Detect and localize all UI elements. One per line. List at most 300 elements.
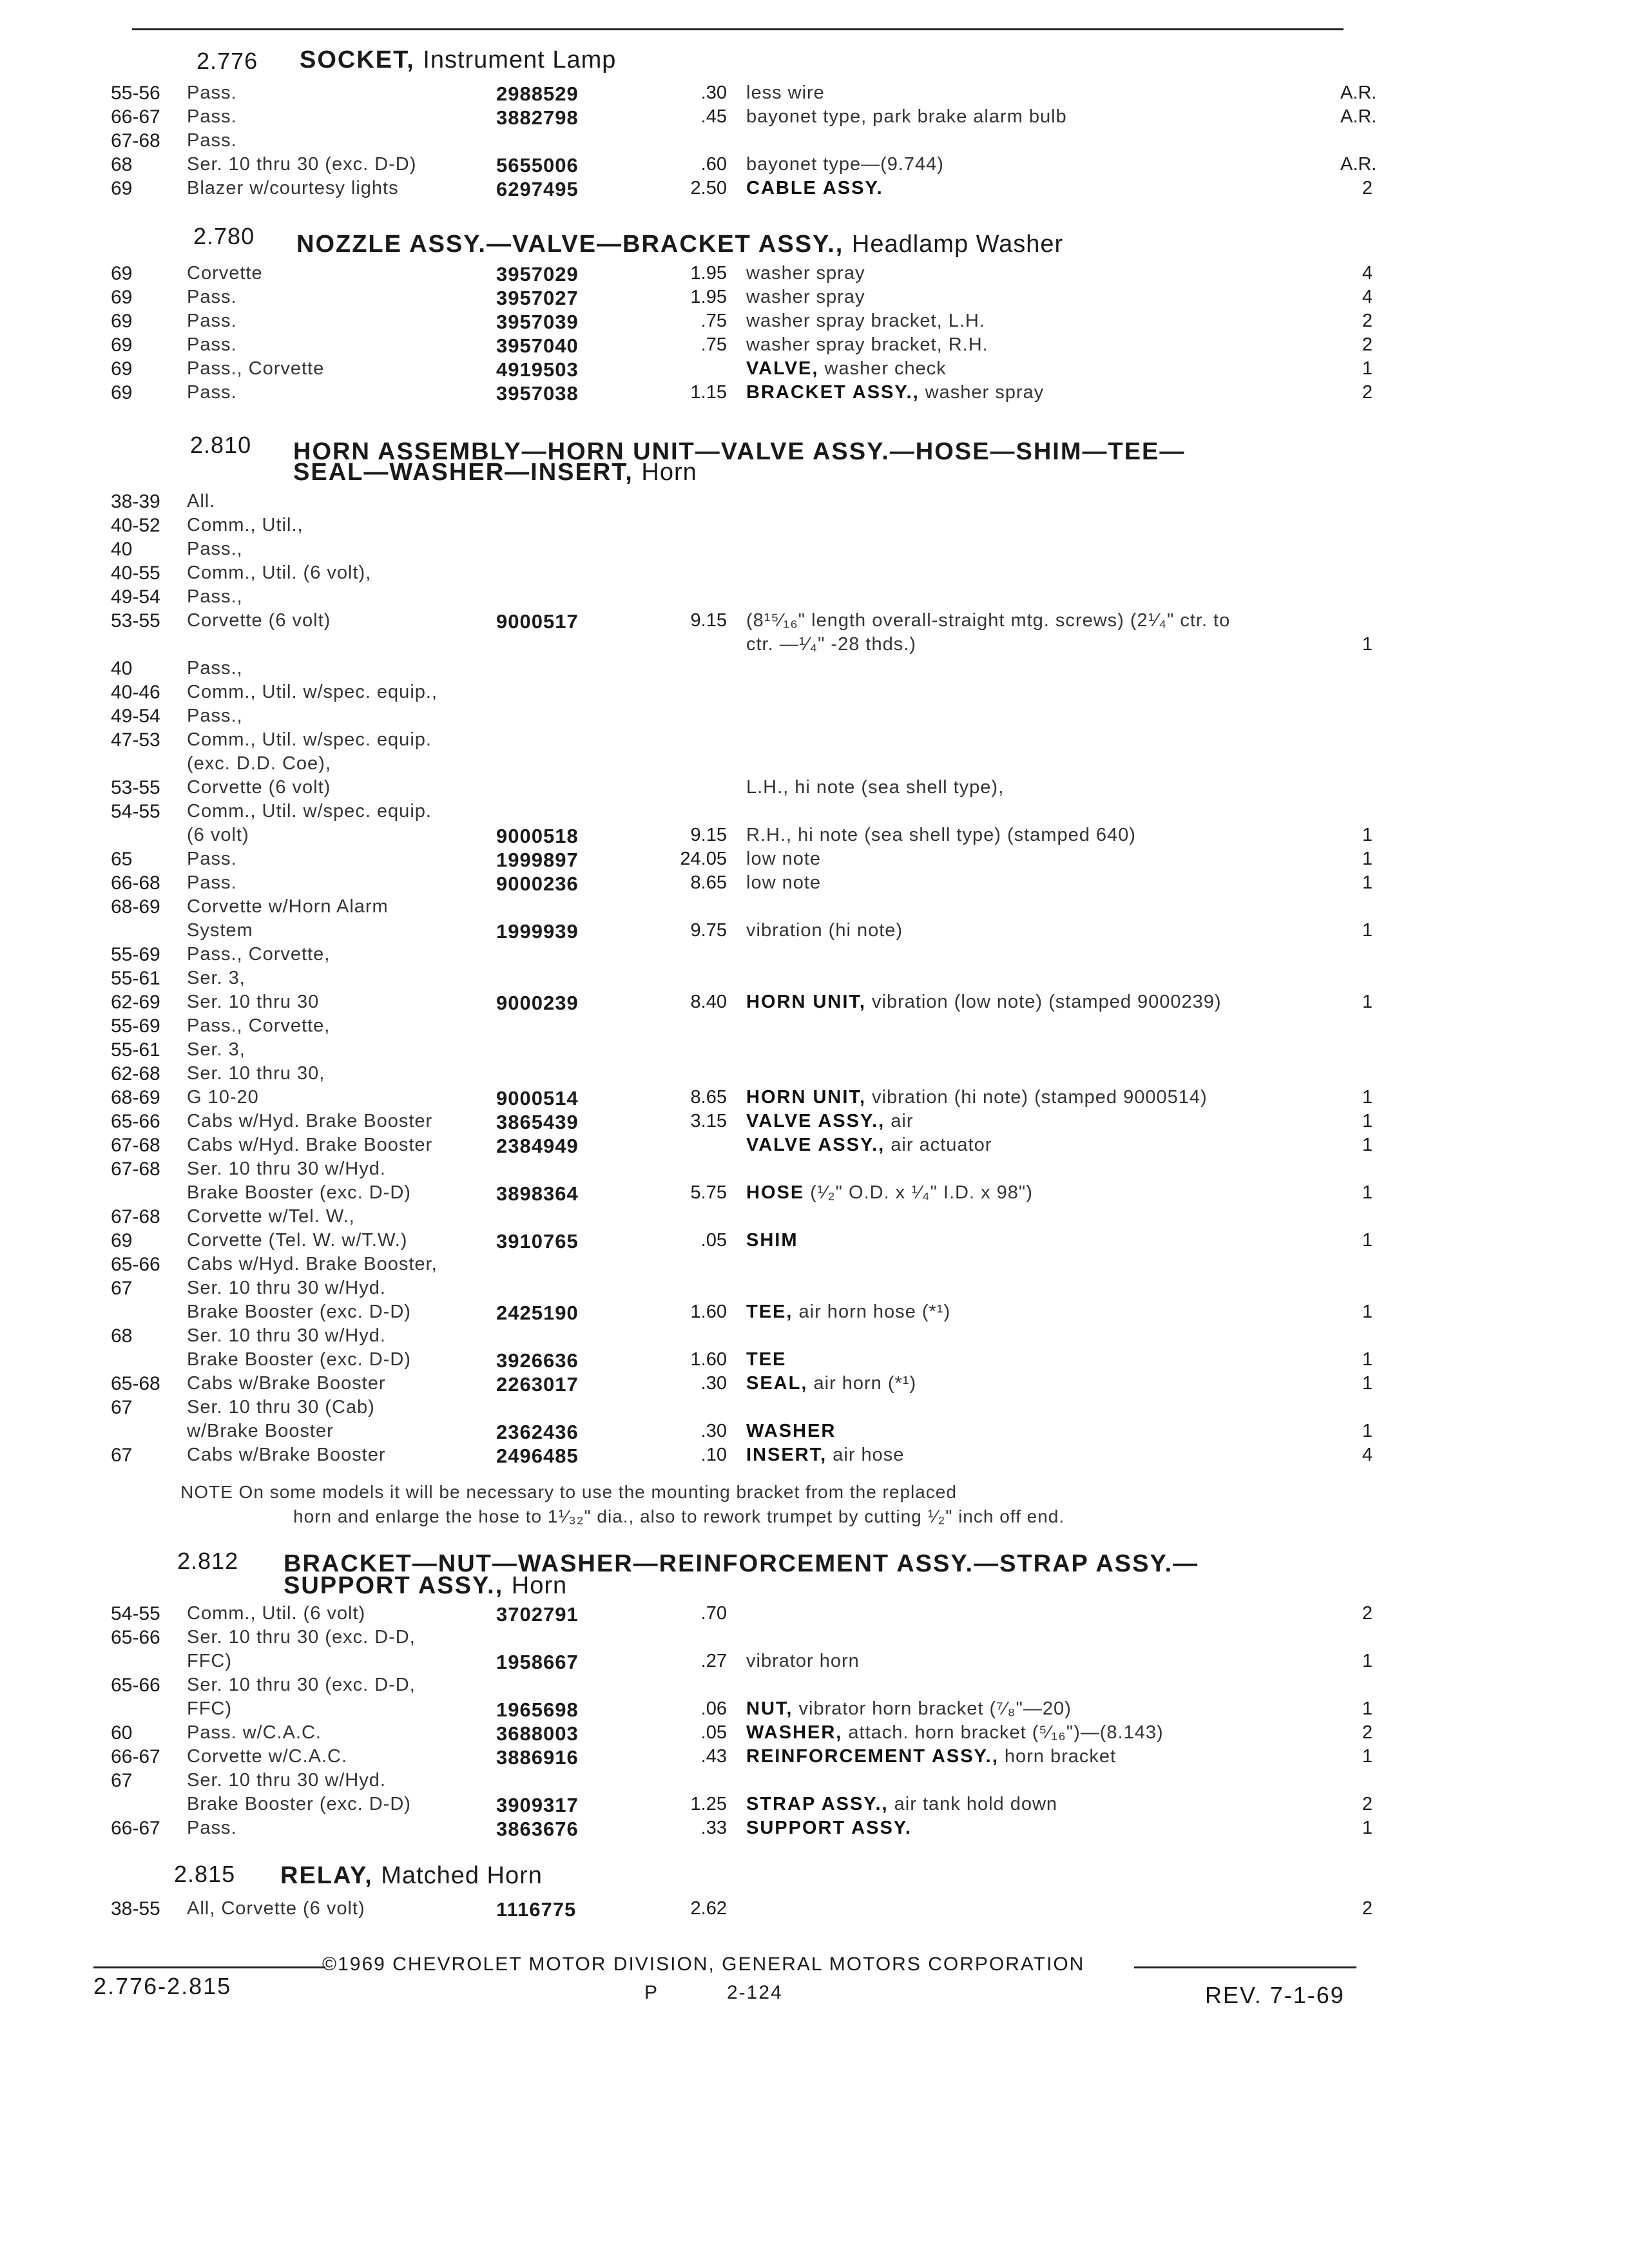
part-number-cell: 2263017 [496,1373,579,1396]
application-cell: Brake Booster (exc. D-D) [187,1302,411,1322]
quantity-cell: 1 [1362,1111,1373,1131]
price-cell: .75 [700,311,727,331]
table-row [0,1302,1629,1326]
description-cell: REINFORCEMENT ASSY., horn bracket [746,1746,1117,1767]
quantity-cell: 4 [1362,287,1373,307]
years-cell: 66-67 [111,1746,160,1767]
application-cell: Brake Booster (exc. D-D) [187,1182,411,1203]
years-cell: 68 [111,154,133,175]
years-cell: 55-61 [111,968,160,989]
price-cell: .06 [700,1698,727,1719]
application-cell: Pass., Corvette, [187,944,331,965]
table-row [0,154,1629,178]
years-cell: 49-54 [111,586,160,608]
part-number-cell: 3865439 [496,1111,579,1133]
price-cell: .30 [700,1421,727,1441]
table-row [0,1627,1629,1651]
application-cell: Comm., Util. w/spec. equip. [187,729,432,750]
application-cell: Pass., [187,539,243,559]
price-cell: 9.15 [690,610,727,631]
table-row [0,992,1629,1016]
part-number-cell: 2362436 [496,1421,579,1443]
table-row [0,1230,1629,1254]
quantity-cell: 2 [1362,178,1373,198]
table-row [0,729,1629,754]
application-cell: Ser. 10 thru 30 (exc. D-D, [187,1627,416,1648]
quantity-cell: 1 [1362,1087,1373,1108]
quantity-cell: 1 [1362,1182,1373,1203]
years-cell: 69 [111,358,133,380]
application-cell: All. [187,491,216,512]
years-cell: 69 [111,1230,133,1251]
table-row [0,1158,1629,1183]
years-cell: 67-68 [111,1158,160,1180]
years-cell: 67 [111,1278,133,1299]
table-row [0,1675,1629,1699]
quantity-cell: 1 [1362,1746,1373,1767]
price-cell: .60 [700,154,727,175]
table-row [0,634,1629,658]
price-cell: 1.25 [690,1794,727,1814]
application-cell: Comm., Util. w/spec. equip., [187,682,438,702]
part-number-cell: 9000517 [496,610,579,633]
application-cell: Pass. [187,849,237,869]
years-cell: 67-68 [111,1206,160,1227]
years-cell: 69 [111,263,133,284]
price-cell: .30 [700,82,727,103]
application-cell: Pass. [187,287,237,307]
price-cell: .05 [700,1230,727,1251]
years-cell: 66-67 [111,106,160,128]
application-cell: Corvette (Tel. W. w/T.W.) [187,1230,408,1251]
quantity-cell: 1 [1362,992,1373,1012]
table-row [0,586,1629,611]
application-cell: Pass. [187,382,237,403]
years-cell: 38-55 [111,1898,160,1919]
application-cell: Cabs w/Brake Booster [187,1445,386,1465]
application-cell: Cabs w/Hyd. Brake Booster, [187,1254,438,1274]
application-cell: Ser. 10 thru 30 w/Hyd. [187,1325,386,1346]
part-number-cell: 2384949 [496,1135,579,1157]
table-row [0,382,1629,407]
application-cell: Cabs w/Hyd. Brake Booster [187,1111,433,1131]
years-cell: 53-55 [111,610,160,631]
revision-date: REV. 7-1-69 [1205,1982,1345,2008]
page-number: 2-124 [727,1982,783,2003]
application-cell: G 10-20 [187,1087,259,1108]
description-cell: VALVE, washer check [746,358,947,379]
application-cell: Ser. 10 thru 30 w/Hyd. [187,1770,386,1791]
years-cell: 40 [111,658,133,679]
price-cell: .05 [700,1722,727,1743]
table-row [0,1698,1629,1723]
application-cell: Corvette w/Tel. W., [187,1206,355,1227]
table-row [0,1111,1629,1135]
description-cell: bayonet type, park brake alarm bulb [746,106,1067,127]
description-cell: VALVE ASSY., air [746,1111,914,1131]
table-row [0,334,1629,359]
quantity-cell: 2 [1362,311,1373,331]
table-row [0,896,1629,921]
table-row [0,1722,1629,1747]
application-cell: Ser. 10 thru 30 [187,992,320,1012]
description-cell: HORN UNIT, vibration (low note) (stamped 9000239) [746,992,1222,1012]
price-cell: 8.65 [690,872,727,893]
part-number-cell: 1958667 [496,1651,579,1673]
price-cell: 1.15 [690,382,727,403]
part-number-cell: 2425190 [496,1302,579,1324]
section-number: 2.780 [193,223,255,249]
quantity-cell: 1 [1362,1135,1373,1155]
table-row [0,944,1629,968]
table-row [0,1206,1629,1231]
application-cell: Ser. 3, [187,968,246,988]
table-row [0,1039,1629,1064]
description-cell: washer spray bracket, R.H. [746,334,988,355]
table-row [0,1015,1629,1040]
part-number-cell: 3886916 [496,1746,579,1769]
description-cell: (8¹⁵⁄₁₆" length overall-straight mtg. screws) (2¹⁄₄" ctr. to [746,610,1231,631]
years-cell: 68-69 [111,1087,160,1108]
quantity-cell: 1 [1362,634,1373,655]
table-row [0,1818,1629,1842]
price-cell: 1.60 [690,1302,727,1322]
years-cell: 69 [111,334,133,356]
years-cell: 55-61 [111,1039,160,1061]
years-cell: 65-66 [111,1675,160,1696]
description-cell: WASHER, attach. horn bracket (⁵⁄₁₆")—(8.143) [746,1722,1164,1743]
years-cell: 67 [111,1397,133,1418]
application-cell: Comm., Util., [187,515,304,535]
table-row [0,1746,1629,1771]
price-cell: 1.95 [690,287,727,307]
table-row [0,682,1629,706]
quantity-cell: 1 [1362,358,1373,379]
years-cell: 68 [111,1325,133,1347]
years-cell: 40 [111,539,133,560]
application-cell: Pass., [187,586,243,607]
application-cell: Cabs w/Brake Booster [187,1373,386,1394]
description-cell: HORN UNIT, vibration (hi note) (stamped 9000514) [746,1087,1208,1108]
price-cell: .10 [700,1445,727,1465]
section-title: RELAY, Matched Horn [280,1862,543,1889]
price-cell: 9.75 [690,920,727,941]
part-number-cell: 4919503 [496,358,579,381]
application-cell: Ser. 10 thru 30 w/Hyd. [187,1278,386,1298]
quantity-cell: 1 [1362,1651,1373,1671]
table-row [0,1087,1629,1111]
quantity-cell: 4 [1362,1445,1373,1465]
years-cell: 47-53 [111,729,160,751]
part-number-cell: 9000239 [496,992,579,1014]
part-number-cell: 6297495 [496,178,579,200]
section-number: 2.812 [177,1548,239,1574]
description-cell: TEE, air horn hose (*¹) [746,1302,951,1322]
table-row [0,968,1629,992]
application-cell: Comm., Util. (6 volt) [187,1603,366,1624]
years-cell: 66-68 [111,872,160,894]
note-line-2: horn and enlarge the hose to 1¹⁄₃₂" dia., also to rework trumpet by cutting ¹⁄₂" inch off end. [293,1506,1065,1526]
table-row [0,358,1629,383]
description-cell: VALVE ASSY., air actuator [746,1135,992,1155]
table-row [0,872,1629,897]
part-number-cell: 3702791 [496,1603,579,1626]
price-cell: .43 [700,1746,727,1767]
part-number-cell: 3882798 [496,106,579,129]
table-row [0,106,1629,131]
years-cell: 54-55 [111,801,160,822]
table-row [0,825,1629,849]
table-row [0,539,1629,563]
application-cell: Pass., Corvette, [187,1015,331,1036]
copyright-line: ©1969 CHEVROLET MOTOR DIVISION, GENERAL MOTORS CORPORATION [322,1954,1085,1975]
quantity-cell: 1 [1362,849,1373,869]
section-title: NOZZLE ASSY.—VALVE—BRACKET ASSY., Headlamp Washer [296,231,1064,258]
application-cell: Pass. [187,130,237,151]
years-cell: 40-55 [111,562,160,584]
years-cell: 69 [111,178,133,199]
price-cell: 2.50 [690,178,727,198]
price-cell: 3.15 [690,1111,727,1131]
table-row [0,1278,1629,1302]
quantity-cell: 1 [1362,825,1373,845]
table-row [0,1182,1629,1207]
table-row [0,920,1629,945]
part-number-cell: 2496485 [496,1445,579,1467]
years-cell: 65-66 [111,1254,160,1275]
part-number-cell: 3957040 [496,334,579,357]
price-cell: 2.62 [690,1898,727,1919]
price-cell: 1.95 [690,263,727,284]
top-rule [132,28,1344,30]
years-cell: 65-68 [111,1373,160,1394]
table-row [0,1445,1629,1469]
table-row [0,311,1629,335]
description-cell: vibration (hi note) [746,920,903,941]
part-number-cell: 9000514 [496,1087,579,1110]
application-cell: Ser. 3, [187,1039,246,1060]
application-cell: Blazer w/courtesy lights [187,178,399,198]
quantity-cell: 2 [1362,1722,1373,1743]
table-row [0,706,1629,730]
table-row [0,801,1629,825]
application-cell: (exc. D.D. Coe), [187,753,331,774]
table-row [0,562,1629,587]
description-cell: R.H., hi note (sea shell type) (stamped 640) [746,825,1136,845]
description-cell: washer spray bracket, L.H. [746,311,985,331]
section-range: 2.776-2.815 [93,1973,232,1999]
quantity-cell: 2 [1362,334,1373,355]
section-number: 2.815 [174,1861,236,1887]
years-cell: 67-68 [111,130,160,151]
price-cell: .27 [700,1651,727,1671]
description-cell: bayonet type—(9.744) [746,154,944,175]
application-cell: System [187,920,253,941]
quantity-cell: 2 [1362,1794,1373,1814]
part-number-cell: 2988529 [496,82,579,105]
application-cell: Ser. 10 thru 30, [187,1063,325,1084]
price-cell: .45 [700,106,727,127]
quantity-cell: 2 [1362,1603,1373,1624]
section-title-line-1: BRACKET—NUT—WASHER—REINFORCEMENT ASSY.—STRAP ASSY.— [284,1550,1199,1577]
description-cell: washer spray [746,287,865,307]
years-cell: 65-66 [111,1111,160,1132]
quantity-cell: 1 [1362,1421,1373,1441]
price-cell: 8.65 [690,1087,727,1108]
price-cell: 8.40 [690,992,727,1012]
table-row [0,610,1629,635]
part-number-cell: 3957027 [496,287,579,309]
application-cell: Comm., Util. (6 volt), [187,562,372,583]
table-row [0,658,1629,682]
table-row [0,491,1629,515]
application-cell: Pass. [187,82,237,103]
description-cell: INSERT, air hose [746,1445,905,1465]
part-number-cell: 1999939 [496,920,579,943]
description-cell: low note [746,872,822,893]
table-row [0,1254,1629,1278]
part-number-cell: 3926636 [496,1349,579,1372]
years-cell: 38-39 [111,491,160,512]
years-cell: 65 [111,849,133,870]
table-row [0,1135,1629,1159]
part-number-cell: 1116775 [496,1898,577,1921]
table-row [0,1421,1629,1445]
table-row [0,1373,1629,1398]
description-cell: SHIM [746,1230,798,1251]
price-cell: .70 [700,1603,727,1624]
table-row [0,1349,1629,1374]
application-cell: Pass. w/C.A.C. [187,1722,322,1743]
application-cell: Corvette (6 volt) [187,610,331,631]
section-title: SOCKET, Instrument Lamp [300,46,617,73]
part-number-cell: 3909317 [496,1794,579,1816]
part-number-cell: 1999897 [496,849,579,871]
description-cell: less wire [746,82,825,103]
application-cell: Corvette w/Horn Alarm [187,896,389,917]
table-row [0,1898,1629,1923]
years-cell: 69 [111,382,133,403]
years-cell: 62-68 [111,1063,160,1084]
description-cell: washer spray [746,263,865,284]
part-number-cell: 3688003 [496,1722,579,1745]
quantity-cell: 1 [1362,1818,1373,1838]
quantity-cell: A.R. [1340,82,1377,103]
quantity-cell: 2 [1362,382,1373,403]
table-row [0,130,1629,155]
years-cell: 69 [111,311,133,332]
application-cell: Cabs w/Hyd. Brake Booster [187,1135,433,1155]
description-cell: low note [746,849,822,869]
section-number: 2.810 [190,432,252,458]
application-cell: Pass. [187,334,237,355]
price-cell: 9.15 [690,825,727,845]
note-line-1: NOTE On some models it will be necessary to use the mounting bracket from the replaced [180,1482,957,1502]
years-cell: 40-46 [111,682,160,703]
years-cell: 60 [111,1722,133,1744]
application-cell: Pass., Corvette [187,358,325,379]
application-cell: Pass. [187,311,237,331]
years-cell: 54-55 [111,1603,160,1624]
application-cell: Comm., Util. w/spec. equip. [187,801,432,822]
section-title-line-2: SEAL—WASHER—INSERT, Horn [293,459,697,486]
table-row [0,1325,1629,1350]
application-cell: Pass., [187,658,243,678]
part-number-cell: 3898364 [496,1182,579,1205]
application-cell: (6 volt) [187,825,249,845]
table-row [0,849,1629,873]
years-cell: 68-69 [111,896,160,918]
part-number-cell: 3910765 [496,1230,579,1253]
footer-rule-left [93,1966,325,1968]
application-cell: FFC) [187,1698,233,1719]
part-number-cell: 5655006 [496,154,579,177]
years-cell: 40-52 [111,515,160,536]
application-cell: Pass., [187,706,243,726]
application-cell: Ser. 10 thru 30 (exc. D-D) [187,154,417,175]
table-row [0,287,1629,311]
quantity-cell: A.R. [1340,106,1377,127]
application-cell: Corvette w/C.A.C. [187,1746,348,1767]
group-letter: P [644,1982,659,2003]
table-row [0,515,1629,539]
years-cell: 53-55 [111,777,160,798]
price-cell: .30 [700,1373,727,1394]
quantity-cell: 1 [1362,1349,1373,1370]
description-cell: NUT, vibrator horn bracket (⁷⁄₈"—20) [746,1698,1072,1719]
years-cell: 69 [111,287,133,308]
years-cell: 67 [111,1770,133,1791]
application-cell: Ser. 10 thru 30 (exc. D-D, [187,1675,416,1695]
section-title-line-1: HORN ASSEMBLY—HORN UNIT—VALVE ASSY.—HOSE—SHIM—TEE— [293,438,1186,465]
description-cell: TEE [746,1349,787,1370]
part-number-cell: 3957038 [496,382,579,405]
table-row [0,263,1629,287]
application-cell: Pass. [187,1818,237,1838]
description-cell: STRAP ASSY., air tank hold down [746,1794,1058,1814]
table-row [0,1603,1629,1628]
table-row [0,1651,1629,1675]
section-title-line-2: SUPPORT ASSY., Horn [284,1572,568,1599]
table-row [0,753,1629,778]
application-cell: Corvette [187,263,263,284]
application-cell: Pass. [187,872,237,893]
description-cell: SUPPORT ASSY. [746,1818,912,1838]
footer-rule-right [1134,1966,1356,1968]
application-cell: Corvette (6 volt) [187,777,331,798]
description-cell: ctr. —¹⁄₄" -28 thds.) [746,634,916,655]
part-number-cell: 3863676 [496,1818,579,1840]
description-cell: BRACKET ASSY., washer spray [746,382,1045,403]
part-number-cell: 1965698 [496,1698,579,1721]
table-row [0,1397,1629,1421]
table-row [0,1063,1629,1088]
quantity-cell: 1 [1362,1230,1373,1251]
table-row [0,82,1629,107]
table-row [0,777,1629,802]
application-cell: FFC) [187,1651,233,1671]
description-cell: vibrator horn [746,1651,860,1671]
years-cell: 67-68 [111,1135,160,1156]
description-cell: WASHER [746,1421,836,1441]
application-cell: Brake Booster (exc. D-D) [187,1349,411,1370]
years-cell: 66-67 [111,1818,160,1839]
application-cell: Ser. 10 thru 30 (Cab) [187,1397,375,1418]
application-cell: Pass. [187,106,237,127]
years-cell: 55-69 [111,1015,160,1037]
years-cell: 49-54 [111,706,160,727]
quantity-cell: 4 [1362,263,1373,284]
